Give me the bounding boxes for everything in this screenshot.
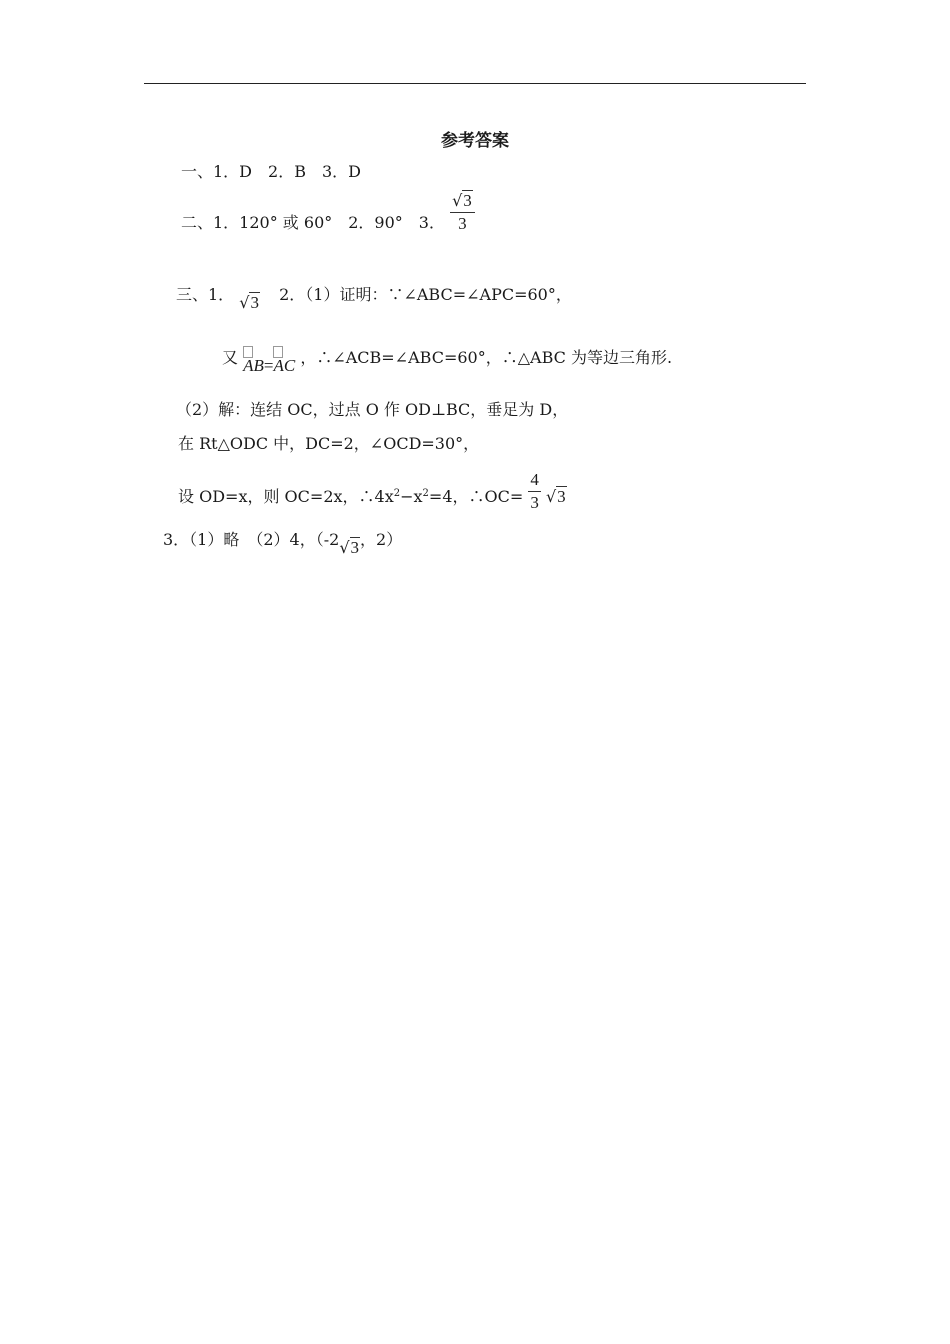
- answer-part1: 一、1．D 2．B 3．D: [181, 162, 361, 181]
- answer-rt: 在 Rt△ODC 中，DC=2，∠OCD=30°，: [178, 434, 480, 453]
- page-title: 参考答案: [441, 131, 509, 151]
- sqrt-symbol: √3: [239, 293, 259, 312]
- part3-prefix: 三、1．: [176, 285, 235, 304]
- answer-line-you: [222, 342, 673, 375]
- sqrt-symbol: √3: [545, 487, 566, 506]
- header-rule: [144, 83, 806, 84]
- arc-ab: AB: [243, 350, 264, 376]
- answer-part2: [181, 191, 475, 235]
- answer-set: 设 OD=x，则 OC=2x，$\therefore 4x^2-x^2=4$，∴OC= $\frac{4}{3}$ √3: [178, 470, 566, 512]
- answer-q3: 3．（1）略 （2）4，（-2√3，2）: [163, 530, 403, 557]
- you-prefix: 又: [222, 348, 239, 367]
- answer-part3: [176, 285, 572, 312]
- equals: =: [263, 356, 274, 375]
- fraction-4-3: $\frac{4}{3}$: [530, 470, 539, 512]
- you-suffix: ，∴∠ACB=∠ABC=60°，∴△ABC 为等边三角形.: [300, 348, 673, 367]
- sqrt-symbol: √3: [339, 538, 360, 557]
- answer-q2b: （2）解：连结 OC，过点 O 作 OD⊥BC，垂足为 D，: [176, 400, 569, 419]
- part3-q2: 2．（1）证明：∵∠ABC=∠APC=60°，: [279, 285, 572, 304]
- part2-fraction: $\frac{√3}{3}$: [450, 190, 475, 235]
- part2-text: 二、1．120° 或 60° 2．90° 3．: [181, 213, 445, 232]
- arc-ac: AC: [273, 350, 295, 376]
- sqrt-symbol: √3: [452, 191, 472, 210]
